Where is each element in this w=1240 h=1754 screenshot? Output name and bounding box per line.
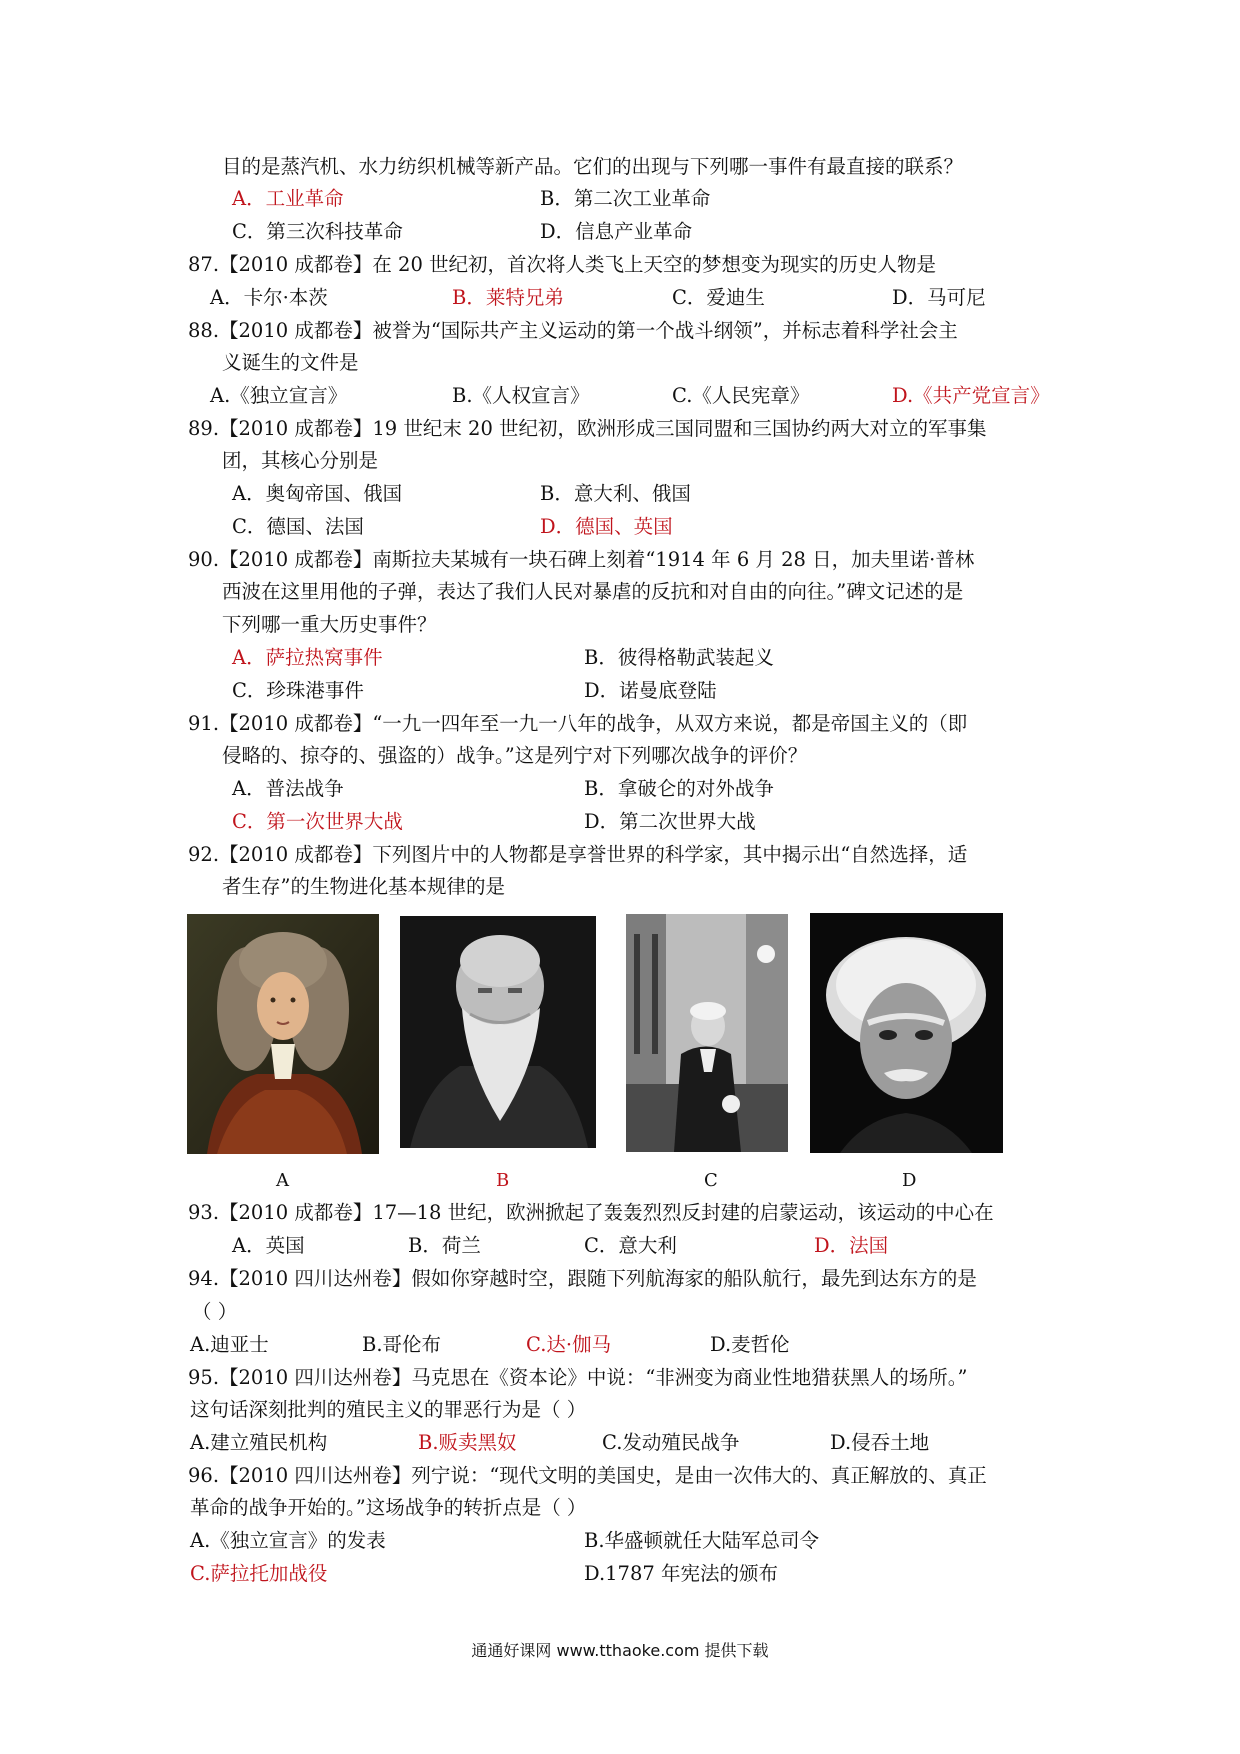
q90-stem-continued-1: 西波在这里用他的子弹，表达了我们人民对暴虐的反抗和对自由的向往。”碑文记述的是 [222,580,964,603]
page-footer: 通通好课网 www.tthaoke.com 提供下载 [471,1641,769,1660]
q95-option-d: D.侵吞土地 [830,1431,930,1454]
q88-option-b: B.《人权宣言》 [452,384,590,407]
q94-stem-continued: （ ） [192,1300,238,1323]
q92-stem-continued: 者生存”的生物进化基本规律的是 [222,875,505,898]
q91-option-b: B．拿破仑的对外战争 [584,777,774,800]
q88-stem-continued: 义诞生的文件是 [222,351,359,374]
q92-stem: 92.【2010 成都卷】下列图片中的人物都是享誉世界的科学家，其中揭示出“自然选择，适 [188,843,968,866]
q87-option-c: C．爱迪生 [672,286,765,309]
q93-option-d: D．法国 [814,1234,889,1257]
q93-option-a: A．英国 [232,1234,305,1257]
q91-stem-continued: 侵略的、掠夺的、强盗的）战争。”这是列宁对下列哪次战争的评价？ [222,744,808,767]
q95-option-b: B.贩卖黑奴 [418,1431,517,1454]
q90-stem-continued-2: 下列哪一重大历史事件？ [222,613,437,636]
q88-option-c: C.《人民宪章》 [672,384,810,407]
q95-option-c: C.发动殖民战争 [602,1431,740,1454]
q90-option-c: C．珍珠港事件 [232,679,364,702]
q91-option-d: D．第二次世界大战 [584,810,756,833]
q89-option-a: A．奥匈帝国、俄国 [232,482,403,505]
q96-option-d: D.1787 年宪法的颁布 [584,1562,778,1585]
q95-stem: 95.【2010 四川达州卷】马克思在《资本论》中说：“非洲变为商业性地猎获黑人的场所。” [188,1366,968,1389]
portrait-a-image [187,914,379,1154]
q96-option-c: C.萨拉托加战役 [190,1562,328,1585]
q89-option-c: C．德国、法国 [232,515,364,538]
q89-stem-continued: 团，其核心分别是 [222,449,379,472]
portrait-b-image [400,916,596,1148]
q87-option-d: D．马可尼 [892,286,986,309]
portrait-caption-b: B [496,1170,510,1191]
q94-option-a: A.迪亚士 [190,1333,269,1356]
q89-option-d: D．德国、英国 [540,515,673,538]
q93-stem: 93.【2010 成都卷】17—18 世纪，欧洲掀起了轰轰烈烈反封建的启蒙运动，该运动的中心在 [188,1201,994,1224]
q87-option-b: B．莱特兄弟 [452,286,564,309]
q96-option-a: A.《独立宣言》的发表 [190,1529,386,1552]
q91-option-a: A．普法战争 [232,777,344,800]
q90-option-a: A．萨拉热窝事件 [232,646,383,669]
q86-option-b: B．第二次工业革命 [540,187,711,210]
q94-option-d: D.麦哲伦 [710,1333,790,1356]
q91-stem: 91.【2010 成都卷】“一九一四年至一九一八年的战争，从双方来说，都是帝国主义的（即 [188,712,968,735]
q86-option-a: A．工业革命 [232,187,344,210]
q90-option-b: B．彼得格勒武装起义 [584,646,774,669]
portrait-caption-a: A [276,1170,289,1191]
q91-option-c: C．第一次世界大战 [232,810,403,833]
portrait-caption-c: C [704,1170,718,1191]
q86-option-c: C．第三次科技革命 [232,220,403,243]
q94-option-c: C.达·伽马 [526,1333,612,1356]
q94-stem: 94.【2010 四川达州卷】假如你穿越时空，跟随下列航海家的船队航行，最先到达东方的是 [188,1267,977,1290]
q93-option-c: C．意大利 [584,1234,677,1257]
q87-stem: 87.【2010 成都卷】在 20 世纪初，首次将人类飞上天空的梦想变为现实的历史人物是 [188,253,937,276]
q89-option-b: B．意大利、俄国 [540,482,691,505]
q87-option-a: A．卡尔·本茨 [210,286,328,309]
q93-option-b: B．荷兰 [408,1234,481,1257]
q94-option-b: B.哥伦布 [362,1333,442,1356]
q88-option-a: A.《独立宣言》 [210,384,348,407]
q86-option-d: D．信息产业革命 [540,220,693,243]
q90-stem: 90.【2010 成都卷】南斯拉夫某城有一块石碑上刻着“1914 年 6 月 28 日，加夫里诺·普林 [188,548,975,571]
portrait-caption-d: D [902,1170,917,1191]
q96-stem-continued: 革命的战争开始的。”这场战争的转折点是（ ） [190,1496,587,1519]
q95-stem-continued: 这句话深刻批判的殖民主义的罪恶行为是（ ） [190,1398,587,1421]
q88-stem: 88.【2010 成都卷】被誉为“国际共产主义运动的第一个战斗纲领”，并标志着科学社会主 [188,319,958,342]
q96-stem: 96.【2010 四川达州卷】列宁说：“现代文明的美国史，是由一次伟大的、真正解放的、真正 [188,1464,987,1487]
q95-option-a: A.建立殖民机构 [190,1431,328,1454]
q90-option-d: D．诺曼底登陆 [584,679,717,702]
portrait-d-image [810,913,1003,1153]
q96-option-b: B.华盛顿就任大陆军总司令 [584,1529,820,1552]
q88-option-d: D.《共产党宣言》 [892,384,1050,407]
portrait-c-image [626,914,788,1152]
q89-stem: 89.【2010 成都卷】19 世纪末 20 世纪初，欧洲形成三国同盟和三国协约两大对立的军事集 [188,417,987,440]
q86-stem-continued: 目的是蒸汽机、水力纺织机械等新产品。它们的出现与下列哪一事件有最直接的联系？ [222,155,964,178]
